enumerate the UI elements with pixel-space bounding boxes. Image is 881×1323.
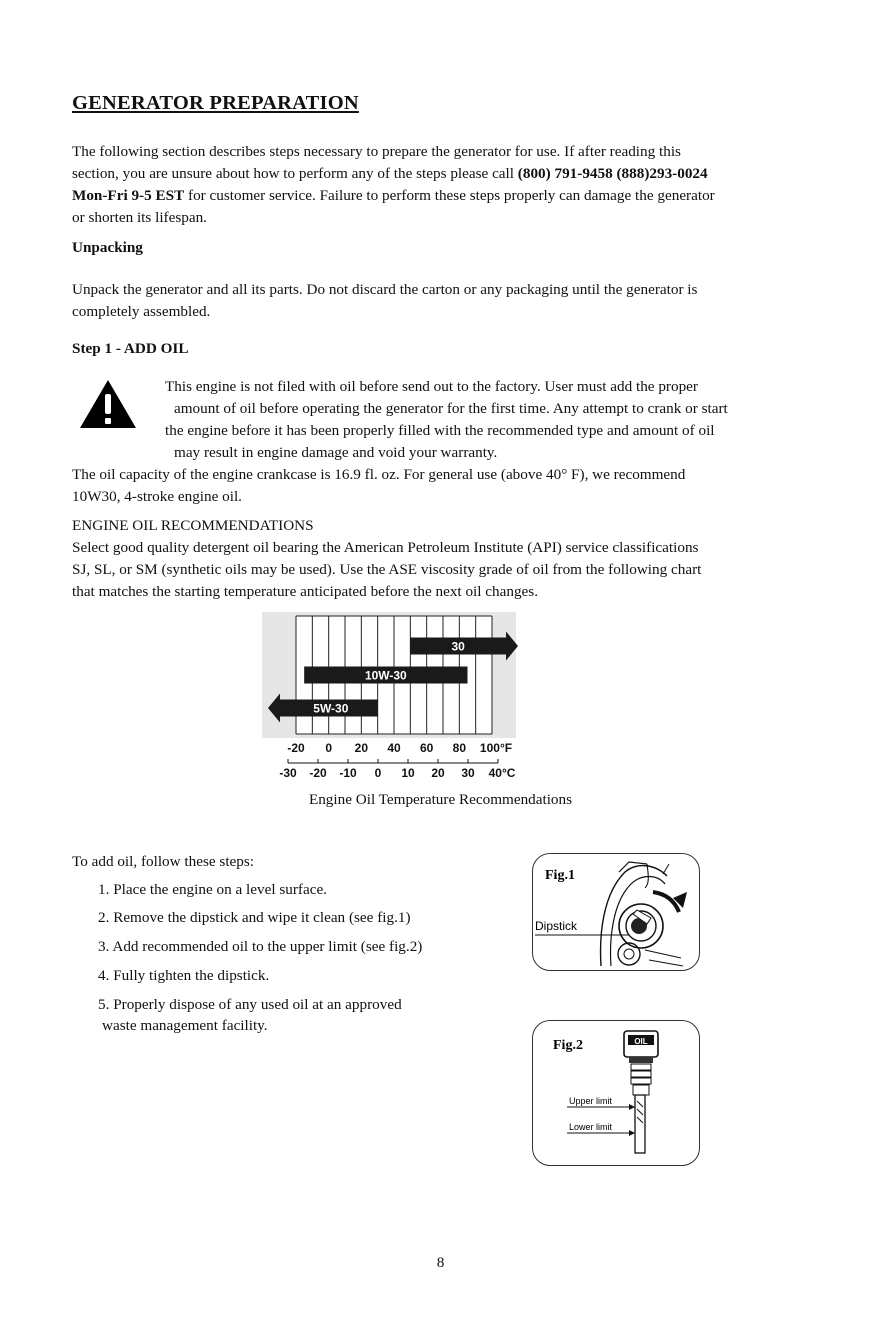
step-item-continued: waste management facility. [102, 1017, 268, 1034]
service-hours: Mon-Fri 9-5 EST [72, 187, 185, 204]
step-item: 1. Place the engine on a level surface. [98, 881, 327, 898]
figure-2 [532, 1020, 700, 1166]
capacity-line-1: The oil capacity of the engine crankcase is 16.9 fl. oz. For general use (above 40° F), we recommend [72, 466, 686, 483]
fahrenheit-tick-label: 0 [325, 741, 333, 755]
oil-viscosity-chart [262, 612, 562, 802]
oil-cap-label: OIL [634, 1037, 648, 1046]
figure-1 [532, 853, 700, 971]
dipstick-level-illustration [533, 1021, 699, 1165]
step-item: 5. Properly dispose of any used oil at an approved [98, 996, 402, 1013]
lower-limit-label: Lower limit [569, 1122, 613, 1132]
intro-paragraph [72, 141, 832, 229]
dipstick-location-illustration [533, 854, 699, 970]
chart-caption: Engine Oil Temperature Recommendations [308, 791, 573, 808]
oil-grade-label: 5W-30 [313, 701, 349, 716]
fahrenheit-tick-label: 80 [452, 741, 467, 755]
recommendations-heading: ENGINE OIL RECOMMENDATIONS [72, 517, 314, 534]
celsius-tick-label: -30 [279, 766, 297, 780]
unpacking-paragraph [72, 279, 697, 323]
warning-line-2: amount of oil before operating the generator for the first time. Any attempt to crank or start [174, 400, 728, 417]
unpacking-heading: Unpacking [72, 239, 143, 256]
step-item: 3. Add recommended oil to the upper limit (see fig.2) [98, 938, 423, 955]
page-number: 8 [436, 1254, 445, 1271]
celsius-tick-label: 10 [401, 766, 415, 780]
figure-1-label: Fig.1 [545, 868, 575, 883]
capacity-line-2: 10W30, 4-stroke engine oil. [72, 488, 242, 505]
dipstick-callout: Dipstick [535, 919, 578, 933]
fahrenheit-tick-label: 100°F [479, 741, 513, 755]
intro-line-4: or shorten its lifespan. [72, 209, 207, 226]
celsius-tick-label: 0 [374, 766, 382, 780]
celsius-tick-label: 30 [461, 766, 475, 780]
intro-text: for customer service. Failure to perform these steps properly can damage the generator [184, 187, 715, 204]
celsius-tick-label: 20 [431, 766, 445, 780]
recommendations-line-3: that matches the starting temperature anticipated before the next oil changes. [72, 583, 538, 600]
phone-numbers: (800) 791-9458 (888)293-0024 [517, 165, 708, 182]
fahrenheit-tick-label: 60 [419, 741, 434, 755]
step-item: 4. Fully tighten the dipstick. [98, 967, 270, 984]
recommendations-line-1: Select good quality detergent oil bearing the American Petroleum Institute (API) service classifications [72, 539, 699, 556]
celsius-tick-label: 40°C [488, 766, 516, 780]
figure-2-label: Fig.2 [553, 1038, 583, 1053]
unpacking-line-2: completely assembled. [72, 303, 211, 320]
fahrenheit-tick-label: 40 [387, 741, 401, 755]
recommendations-line-2: SJ, SL, or SM (synthetic oils may be used). Use the ASE viscosity grade of oil from the following chart [72, 561, 702, 578]
celsius-tick-label: -10 [339, 766, 357, 780]
intro-line-2 [72, 163, 832, 185]
oil-grade-label: 10W-30 [364, 668, 407, 683]
intro-line-1: The following section describes steps necessary to prepare the generator for use. If after reading this [72, 143, 681, 160]
unpacking-line-1: Unpack the generator and all its parts. Do not discard the carton or any packaging until the generator is [72, 281, 698, 298]
warning-line-1: This engine is not filed with oil before send out to the factory. User must add the proper [165, 378, 698, 395]
fahrenheit-tick-label: 20 [354, 741, 369, 755]
add-oil-intro: To add oil, follow these steps: [72, 853, 255, 870]
fahrenheit-tick-label: -20 [287, 741, 305, 755]
oil-grade-label: 30 [451, 639, 465, 654]
celsius-tick-label: -20 [309, 766, 327, 780]
intro-text: section, you are unsure about how to perform any of the steps please call [72, 165, 518, 182]
upper-limit-label: Upper limit [569, 1096, 613, 1106]
step-item: 2. Remove the dipstick and wipe it clean (see fig.1) [98, 909, 411, 926]
recommendations-section [72, 515, 701, 603]
warning-text [72, 376, 728, 508]
warning-line-3: the engine before it has been properly filled with the recommended type and amount of oil [165, 422, 715, 439]
step1-heading: Step 1 - ADD OIL [72, 340, 189, 357]
warning-line-4: may result in engine damage and void your warranty. [174, 444, 498, 461]
intro-line-3 [72, 185, 832, 207]
page-title: GENERATOR PREPARATION [72, 92, 359, 114]
